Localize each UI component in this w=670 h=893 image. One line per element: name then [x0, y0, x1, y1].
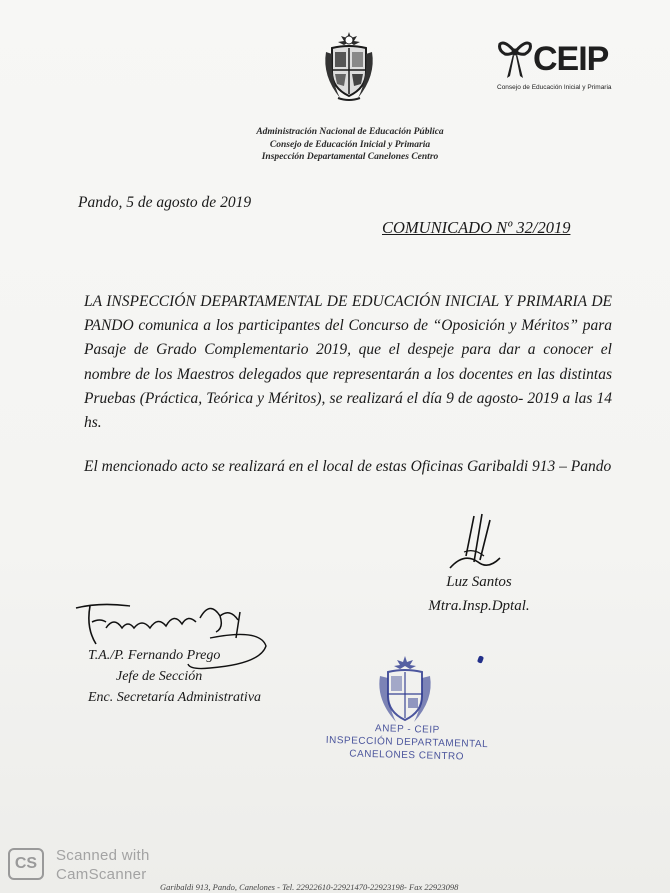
camscanner-watermark	[56, 846, 150, 884]
ribbon-icon	[497, 38, 533, 82]
ceip-logo-text: CEIP	[533, 40, 609, 78]
institution-header	[200, 126, 500, 164]
national-coat-of-arms-icon	[318, 28, 380, 104]
stamp-line: ANEP - CEIP	[374, 723, 440, 736]
signer-title: Mtra.Insp.Dptal.	[428, 598, 530, 614]
watermark-line: Scanned with	[56, 847, 150, 864]
ceip-logo	[497, 36, 612, 96]
official-stamp-seal-icon	[372, 652, 438, 726]
footer-contact: Garibaldi 913, Pando, Canelones - Tel. 22922610-22921470-22923198- Fax 22923098	[160, 882, 459, 892]
signature-block-right	[404, 570, 554, 618]
stamp-line: INSPECCIÓN DEPARTAMENTAL	[325, 734, 489, 751]
document-body	[84, 290, 612, 479]
signature-block-left	[88, 645, 318, 708]
institution-line: Administración Nacional de Educación Pública	[256, 127, 444, 137]
ink-mark	[477, 655, 484, 663]
signer-name: T.A./P. Fernando Prego	[88, 648, 221, 663]
body-paragraph: LA INSPECCIÓN DEPARTAMENTAL DE EDUCACIÓN INICIAL Y PRIMARIA DE PANDO comunica a los participantes del Concurso de “Oposición y Méritos” para Pasaje de Grado Complementario 2019, que el despeje para dar a conocer el nombre de los Maestros delegados que representarán a los docentes en las distintas Pruebas (Práctica, Teórica y Méritos), se realizará el día 9 de agosto- 2019 a las 14 hs.	[84, 293, 612, 432]
body-paragraph: El mencionado acto se realizará en el local de estas Oficinas Garibaldi 913 – Pando	[84, 458, 612, 476]
camscanner-logo-icon: CS	[8, 848, 44, 880]
ceip-logo-subtitle: Consejo de Educación Inicial y Primaria	[497, 84, 612, 91]
signer-role: Jefe de Sección	[116, 669, 203, 684]
signer-name: Luz Santos	[446, 574, 512, 590]
stamp-line: CANELONES CENTRO	[349, 748, 465, 763]
document-title: COMUNICADO Nº 32/2019	[382, 218, 571, 237]
signer-department: Enc. Secretaría Administrativa	[88, 690, 262, 705]
official-stamp-text	[318, 721, 497, 765]
institution-line: Inspección Departamental Canelones Centro	[261, 152, 439, 162]
institution-line: Consejo de Educación Inicial y Primaria	[269, 139, 431, 150]
date-line: Pando, 5 de agosto de 2019	[78, 194, 252, 211]
watermark-line: CamScanner	[56, 866, 147, 883]
